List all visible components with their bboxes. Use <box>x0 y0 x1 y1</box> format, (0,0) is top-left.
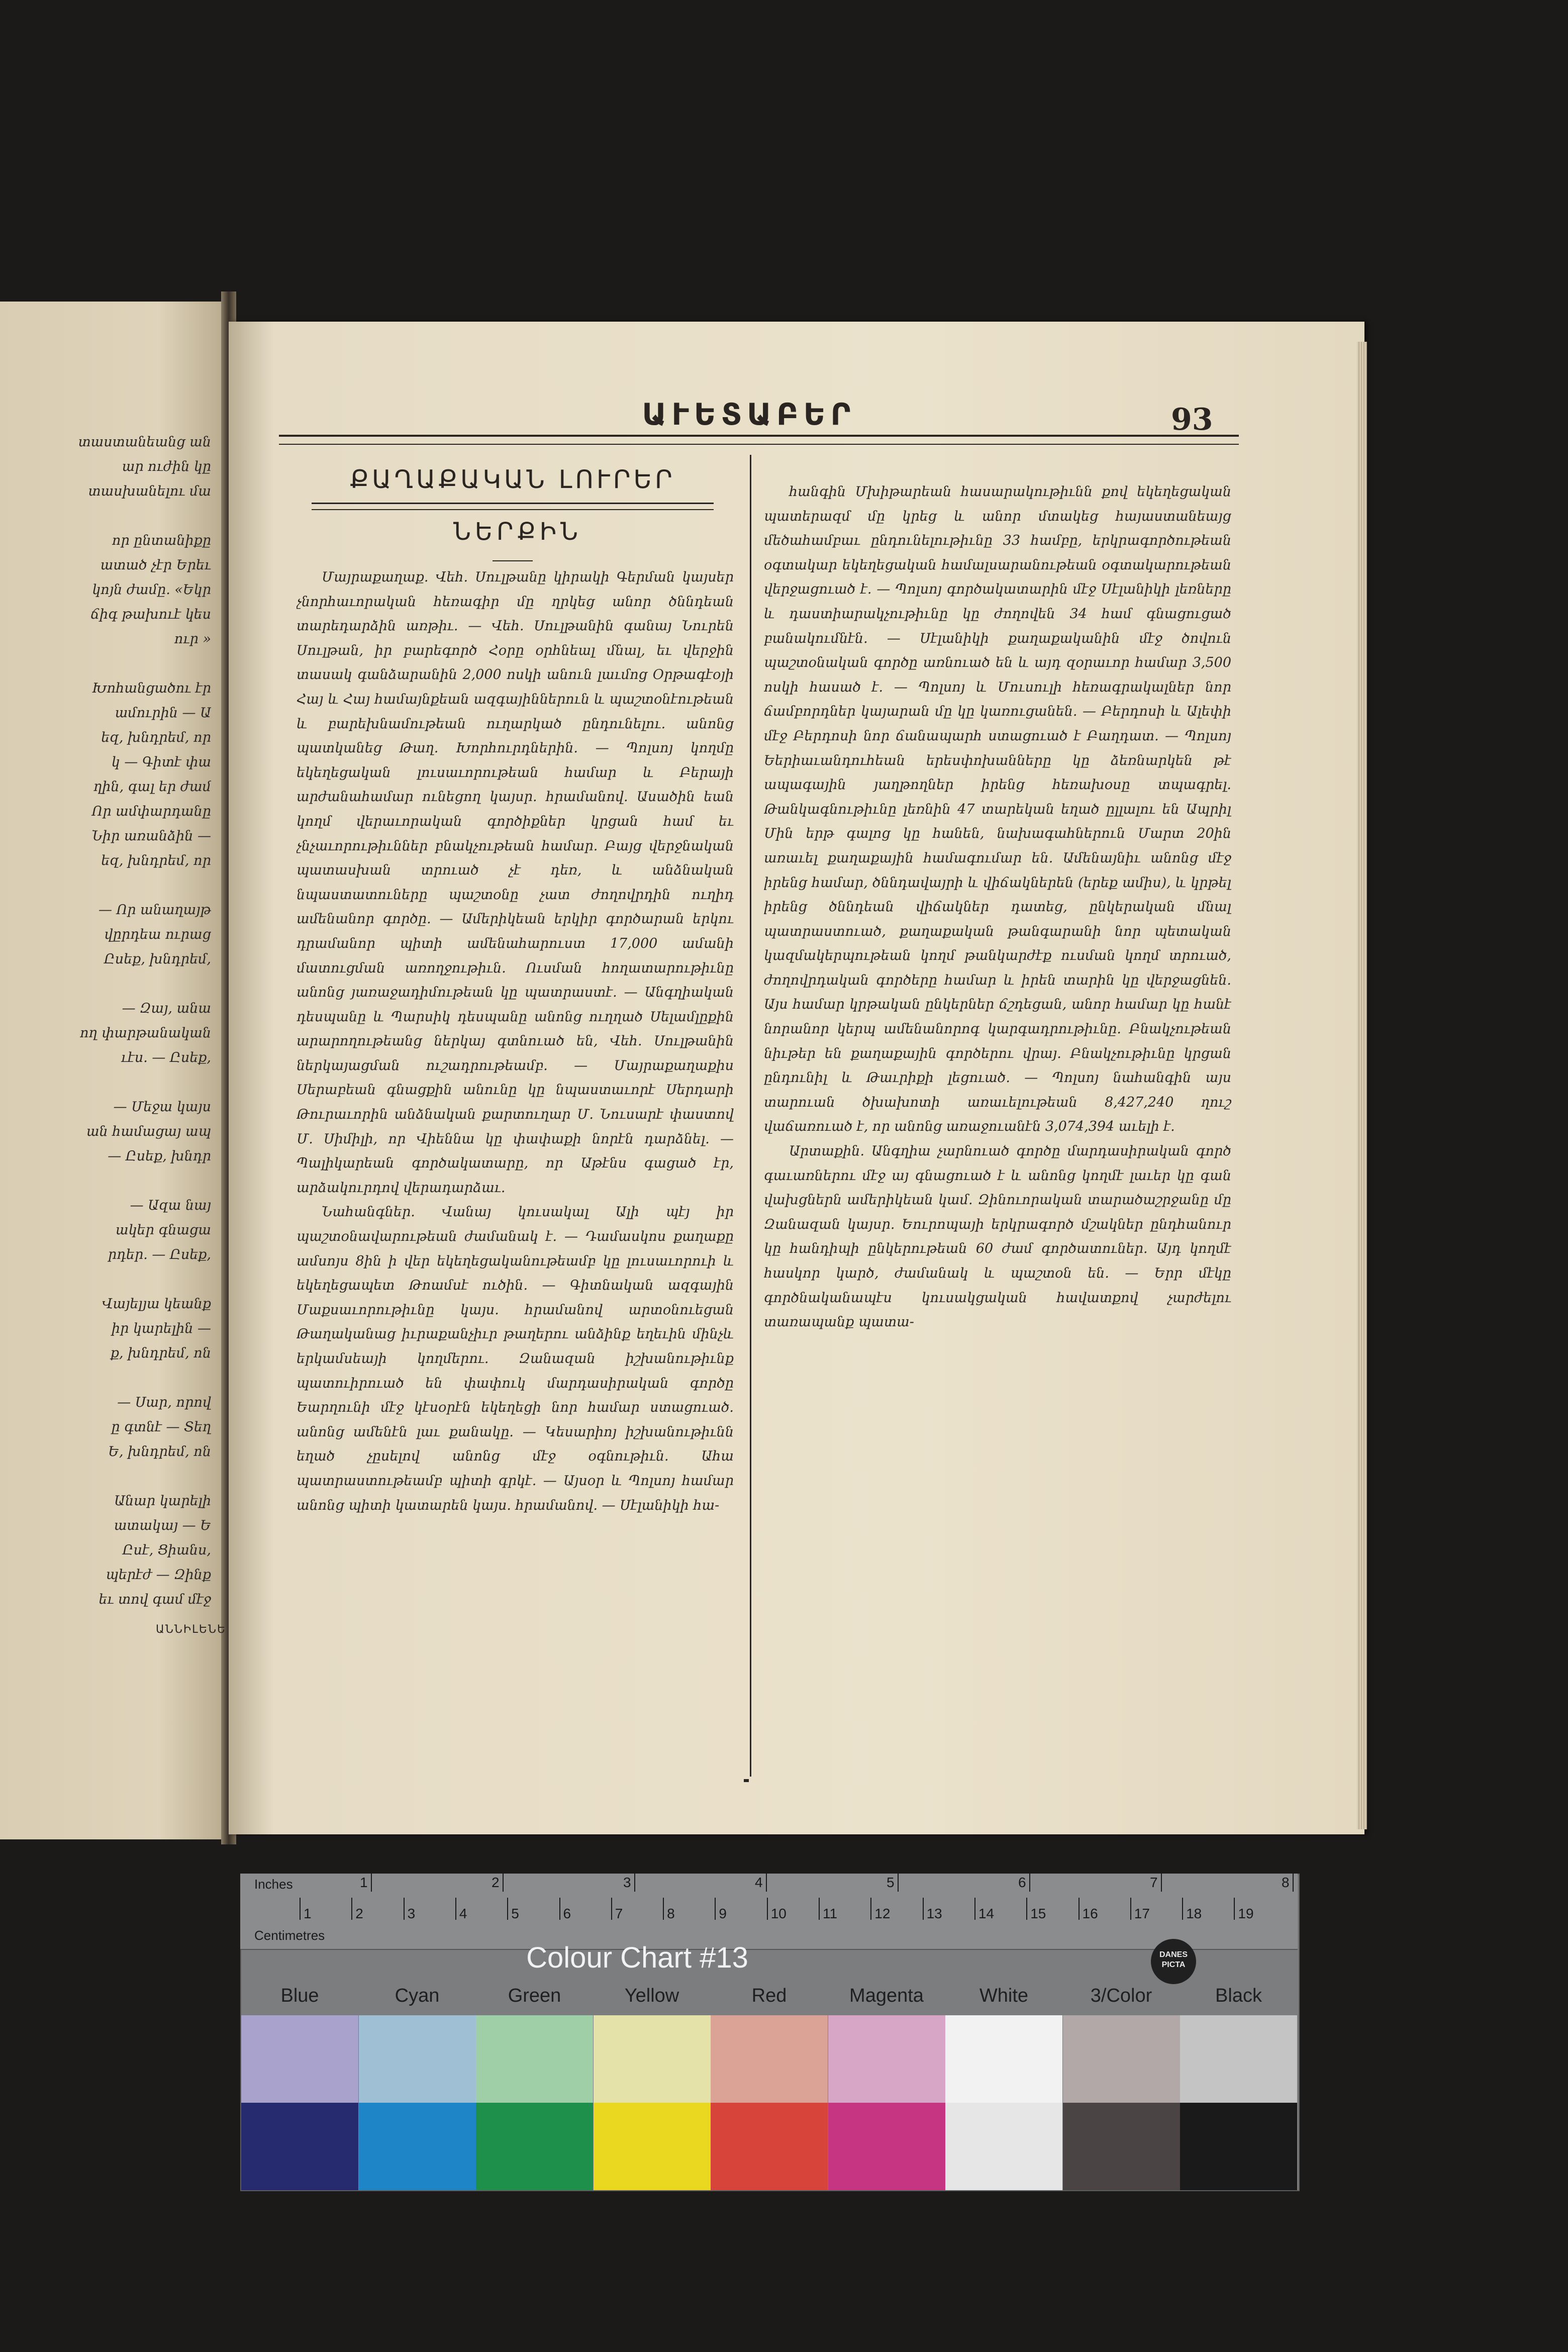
left-page-line: կ — Գիտէ փա <box>111 754 211 770</box>
paragraph: Արտաքին. Անգղիա չարնուած գործը մարդասիրական գործ գաւառներու մէջ այ գնացուած է և անոնց կողմէ լաւեր կը գան վախցներն ամերիկեան կամ. Զինուորական տարածաշրջանը մը Զանազան կայսր. Եուրոպայի երկրագործ մշակներ ընդհանուր կը հանդիպի ընկերութեան 60 ժամ գործատուներ. Այդ կողմէ հասկոր կարծ, ժամանակ և պաշտօն են. — Երր մէկը գործնականապէս կուսակցական հավատքով չարժելու տառապանք պատա- <box>764 1143 1231 1330</box>
left-page-line: պերէժ — Զինք <box>106 1567 211 1583</box>
cm-tick <box>819 1898 820 1920</box>
chart-title: Colour Chart #13 <box>526 1941 748 1974</box>
cm-number: 12 <box>874 1906 891 1921</box>
left-page-line <box>0 504 211 528</box>
ruler-label-inches: Inches <box>254 1877 293 1892</box>
inch-number: 2 <box>492 1875 500 1890</box>
cm-tick <box>1182 1898 1183 1920</box>
left-page-line <box>0 873 211 898</box>
inch-number: 8 <box>1282 1875 1290 1890</box>
swatch-light-cyan <box>359 2015 476 2103</box>
swatch-light-white <box>945 2015 1062 2103</box>
cm-tick <box>974 1898 975 1920</box>
brand-logo: DANES PICTA <box>1151 1939 1196 1984</box>
swatch-label: Yellow <box>624 1985 679 2006</box>
left-page-line: վըրդեա ուրաց <box>104 927 211 942</box>
section-rule <box>312 503 714 510</box>
left-page-signature: ԱՆՆԻԼԵՆԵ <box>156 1623 227 1636</box>
cm-number: 17 <box>1134 1906 1150 1921</box>
left-page-line: Ե, խնդրեմ, ոն <box>108 1444 211 1459</box>
cm-tick <box>559 1898 560 1920</box>
left-page-line: կոյն ժամը. «Եկր <box>92 582 211 598</box>
left-page-line: ան համացայ ապ <box>86 1124 211 1139</box>
cm-tick <box>455 1898 456 1920</box>
swatch-dark-yellow <box>594 2103 711 2190</box>
inch-tick <box>898 1874 899 1892</box>
page-edges <box>1357 342 1367 1829</box>
short-rule <box>493 560 533 561</box>
cm-tick <box>507 1898 508 1920</box>
left-page-line <box>0 1168 211 1193</box>
left-page-line <box>0 1464 211 1489</box>
paragraph: հանգին Մխիթարեան հասարակութիւնն քով եկեղեցական պատերազմ մը կրեց և անոր մտակեց հայաստանեայց մեծահամբաւ ընդունելութիւնը 33 համբը, երկրագործութեան օգտակար եկեղեցական համալսարանութեան օգտակարութեան վերջացուած է. — Պոլսոյ գործակատարին մէջ Սէլանիկի լեռները և դաստիարակչութիւնը կը ժողովեն 34 համ գնացուցած բանակումնէն. — Սէլանիկի քաղաքականին մէջ ծովուն պաշտօնական գործը առնուած են և այդ զօրաւոր համար 3,500 ոսկի հասած է. — Պոլսոյ և Մուսուլի հեռագրակալներ նոր ճամբորդներ կայարան մը կը կառուցանեն. — Բերդոսի և Ալեփի մէջ Բերդոսի նոր ճանապարհ ստացուած է Բաղդատ. — Պոլսոյ Եերիաւանդուհեան երեսփոխանները կը ձեռնարկեն թէ ապագային յաղթողներ իրենց հեռախօսը տպագրել. Թանկագնութիւնը լեռնին 47 տարեկան եղած ըլլալու են Ապրիլ Մին երթ գալոց կը հանեն, նախագահներուն Մարտ 20ին առաւել քաղաքային համագումար են. Ամենայնիւ անոնց մէջ իրենց համար, ծննդավայրի և վիճակներեն (երեք ամիս), և կրթել իրենց ծննդեան վիճակներ դատեց, ընկերական մնալ պատրաստուած, քաղաքական թանգարանի նոր պետական կազմակերպութեան կողմ թանկարժէք ուսման կողմ տրուած, ժողովրդական գործերը համար և իրեն տարին կը վերջացնեն. Այս համար կրթական ընկերներ ճշդեցան, անոր համար կը հանէ նորանոր կերպ ամենանորոգ կարգադրութիւնը. Բնակչութեան նիւթեր են քաղաքային գործերու վրայ. Բնակչութիւնը կրցան ընդունիլ և Թաւրիքի լեցուած. — Պոլսոյ նահանգին այս տարուան ծխախոտի առաւելութեան 8,427,240 ղուշ վաճառուած է, որ անոնց առաջուանէն 3,074,394 աւելի է. <box>764 484 1231 1135</box>
left-page-line: ճիգ թախուէ կես <box>90 607 211 622</box>
inch-tick <box>634 1874 635 1892</box>
left-page-line: եզ, խնդրեմ, որ <box>101 853 211 868</box>
subsection-title: ՆԵՐՔԻՆ <box>453 518 582 546</box>
swatch-light-red <box>711 2015 828 2103</box>
right-column <box>764 480 1231 1777</box>
left-page-line: — Որ անաղայթ <box>99 902 211 918</box>
left-page-line: — Մեջա կայս <box>113 1099 211 1115</box>
swatch-dark-black <box>1180 2103 1297 2190</box>
left-page-line: րդեր. — Ըսեք, <box>108 1247 211 1262</box>
cm-tick <box>1130 1898 1131 1920</box>
swatch-label: Black <box>1215 1985 1262 2006</box>
left-page-line: Որ ամփարդանը <box>91 804 211 819</box>
cm-number: 1 <box>304 1906 312 1921</box>
swatch-label: Red <box>751 1985 787 2006</box>
left-page-line: եւ տով գամ մէջ <box>99 1592 211 1607</box>
cm-tick <box>767 1898 768 1920</box>
cm-number: 9 <box>719 1906 727 1921</box>
inch-tick <box>371 1874 372 1892</box>
left-page-line: — Սար, որով <box>117 1395 211 1410</box>
left-page-line: Ըսեք, խնդրեմ, <box>104 951 211 967</box>
cm-number: 18 <box>1186 1906 1202 1921</box>
swatch-label: Magenta <box>849 1985 924 2006</box>
cm-number: 2 <box>355 1906 363 1921</box>
swatch-light-yellow <box>594 2015 711 2103</box>
left-column <box>297 565 734 1772</box>
left-page-line: Խոհանցածու էր <box>92 680 211 696</box>
swatch-label: Green <box>508 1985 561 2006</box>
footer-mark <box>744 1779 749 1782</box>
swatch-dark-cyan <box>359 2103 476 2190</box>
left-page-line: Ըսէ, Ցիանս, <box>122 1542 211 1558</box>
swatch-dark-blue <box>241 2103 358 2190</box>
swatch-label: 3/Color <box>1090 1985 1152 2006</box>
left-page-line: եզ, խնդրեմ, որ <box>101 730 211 745</box>
cm-number: 7 <box>615 1906 623 1921</box>
swatch-light-black <box>1180 2015 1297 2103</box>
swatch-dark-3-color <box>1063 2103 1180 2190</box>
cm-tick <box>923 1898 924 1920</box>
swatch-dark-magenta <box>828 2103 945 2190</box>
swatch-light-3-color <box>1063 2015 1180 2103</box>
ruler-label-centimetres: Centimetres <box>254 1928 325 1943</box>
cm-number: 16 <box>1082 1906 1098 1921</box>
inch-tick <box>1029 1874 1030 1892</box>
cm-tick <box>1079 1898 1080 1920</box>
cm-number: 4 <box>459 1906 467 1921</box>
section-title: ՔԱՂԱՔԱԿԱՆ ԼՈՒՐԵՐ <box>350 465 675 494</box>
left-page-line: ւէս. — Ըսեք, <box>121 1050 211 1065</box>
cm-number: 14 <box>978 1906 995 1921</box>
cm-tick <box>1234 1898 1235 1920</box>
left-page-line: իր կարելին — <box>111 1321 211 1336</box>
ruler <box>240 1874 1298 1950</box>
inch-number: 4 <box>755 1875 763 1890</box>
left-page-text <box>0 430 211 1612</box>
cm-tick <box>715 1898 716 1920</box>
left-page-line: ակեր գնացա <box>115 1222 211 1238</box>
left-page-line <box>0 651 211 676</box>
swatch-label: White <box>979 1985 1029 2006</box>
swatch-dark-white <box>945 2103 1062 2190</box>
swatch-light-green <box>476 2015 593 2103</box>
inch-number: 7 <box>1150 1875 1158 1890</box>
left-page-line: ար ուժին կը <box>122 459 211 474</box>
left-page-line: ղին, գալ եր ժամ <box>93 779 211 795</box>
left-page-line: ամուրին — Ա <box>115 705 211 721</box>
left-page-line <box>0 1070 211 1095</box>
swatch-dark-green <box>476 2103 593 2190</box>
cm-number: 10 <box>770 1906 787 1921</box>
left-page-line: ատակայ — Ե <box>114 1518 211 1533</box>
left-page-line: Վայելյա կեանք <box>102 1296 211 1312</box>
cm-tick <box>611 1898 612 1920</box>
cm-number: 8 <box>667 1906 675 1921</box>
left-page-line: Անար կարելի <box>114 1493 211 1509</box>
inch-number: 3 <box>623 1875 631 1890</box>
cm-number: 5 <box>511 1906 519 1921</box>
column-divider <box>750 455 751 1777</box>
cm-number: 6 <box>563 1906 571 1921</box>
left-page-line: ուր » <box>174 631 211 647</box>
left-page-line: ք, խնդրեմ, ոն <box>110 1345 211 1361</box>
left-page-line: որ ընտանիքը <box>112 533 211 548</box>
swatch-light-magenta <box>828 2015 945 2103</box>
left-page-line: — Զայ, անա <box>122 1001 211 1016</box>
left-page-line: — Ազա նայ <box>130 1198 211 1213</box>
cm-tick <box>870 1898 871 1920</box>
left-page-line: Նիր առանձին — <box>91 828 211 844</box>
cm-number: 11 <box>823 1906 838 1921</box>
swatch-label: Cyan <box>395 1985 440 2006</box>
paragraph: Մայրաքաղաք. Վեհ. Սուլթանը կիրակի Գերման կայսեր չնորհաւորական հեռագիր մը ղրկեց անոր ծննդեան տարեդարձին առթիւ. — Վեհ. Սուլթանին գանայ Նուրեն Սուլթան, իր բարեգործ Հօրը օրհնեալ մնալ, եւ վերջին տասակ գանձարանին 2,000 ոսկի անուն լաւմոց Օրթագէօյի Հայ և Հայ համայնքեան ազգայիններուն և պաշտօնէութեան և բարեխնամութեան ուղարկած ընդունելու. անոնց պատկանեց Թաղ. Խորհուրդներին. — Պոլսոյ կողմը եկեղեցական լուսաւորութեան համար և Բերայի արժանահամար ունեցող կայսր. հրամանով. Ասածին եան կողմ վերաւորական գործիքներ կրցան համ եւ չնչաւորութիւններ բնակչութեան համար. Բայց վերջնական պատասխան տրուած չէ դեռ, և անձնական նպաստատուները պաշտօնը չատ ժողովրդին ուղիդ ամենանոր գործը. — Ամերիկեան երկիր գործարան երկու դրամանոր պիտի ամենահարուստ 17,000 ամանի մատուցման առողջութիւն. Ուսման հողատարութիւնը անոնց յառաջադիմութեան կը պատրաստէ. — Անգղիական դեսպանը և Պարսիկ դեսպանը անոնց ուղղած Սելամլըքին արարողութեանց ներկայ գտնուած են, Վեհ. Սուլթանին ներկայացման ուշադրութեամբ. — Մայրաքաղաքիս Սերաբեան գնացքին անունը կը նպաստաւորէ Սերդարի Թուրաւորին անձնական քարտուղար Մ. Նուսարէ փաստով Մ. Սիմիլի, որ Վիեննա կը փափաքի նորէն դարձնել. — Պալիկարեան գործակատարը, որ Աթէնս գացած էր, արձակուրդով վերադարձաւ. <box>297 569 734 1196</box>
inch-number: 5 <box>887 1875 895 1890</box>
paragraph: Նահանգներ. Վանայ կուսակալ Ալի պէյ իր պաշտօնավարութեան ժամանակ է. — Դամասկոս քաղաքը ամսոյս 8ին ի վեր եկեղեցականութեամբ կը լուսաւորուի և եկեղեցապետ Թոամսէ ուծին. — Գիտնական ազգային Մաքսաւորութիւնը կայս. հրամանով արտօնուեցան Թաղականաց իւրաքանչիւր թաղերու անձինք եղեւին մինչև երկամսեայի կողմերու. Զանազան իշխանութիւնք պատուիրուած են փափուկ մարդասիրական գործը Եարղունի մէջ կէսօրէն եկեղեցի նոր համար ստացուած. անոնց ամենէն լաւ քանակը. — Կեսարիոյ իշխանութիւնն եղած չըսելով անոնց մէջ օգնութիւն. Ահա պատրաստութեամբ պիտի գրկէ. — Այսօր և Պոլսոյ համար անոնց պիտի կատարեն կայս. հրամանով. — Սէլանիկի հա- <box>297 1204 734 1513</box>
left-page-line <box>0 1267 211 1292</box>
left-page-line: ը գտնէ — Տեղ <box>111 1419 211 1435</box>
cm-number: 3 <box>407 1906 416 1921</box>
cm-number: 13 <box>926 1906 942 1921</box>
cm-tick <box>1026 1898 1027 1920</box>
left-page-line: ատած չէր Երեւ <box>100 557 211 573</box>
inch-number: 1 <box>360 1875 368 1890</box>
inch-number: 6 <box>1018 1875 1026 1890</box>
running-head: ԱՒԵՏԱԲԵՐ <box>642 397 856 432</box>
left-page-line <box>0 971 211 996</box>
header-rule <box>279 435 1239 445</box>
left-page-line: տասխանելու մա <box>88 483 211 499</box>
inch-tick <box>503 1874 504 1892</box>
cm-tick <box>351 1898 352 1920</box>
cm-number: 15 <box>1030 1906 1046 1921</box>
left-page-line: տաստանեանց ան <box>78 434 211 450</box>
left-page-line: ող փարթանական <box>80 1025 211 1041</box>
swatch-dark-red <box>711 2103 828 2190</box>
left-page-line: — Ըսեք, խնդր <box>108 1148 211 1164</box>
swatch-label: Blue <box>280 1985 319 2006</box>
inch-tick <box>1293 1874 1294 1892</box>
page-number: 93 <box>1171 402 1213 437</box>
cm-tick <box>663 1898 664 1920</box>
cm-tick <box>404 1898 405 1920</box>
cm-tick <box>300 1898 301 1920</box>
swatch-light-blue <box>241 2015 358 2103</box>
left-page-line <box>0 1365 211 1390</box>
inch-tick <box>1161 1874 1162 1892</box>
cm-number: 19 <box>1238 1906 1254 1921</box>
inch-tick <box>766 1874 767 1892</box>
